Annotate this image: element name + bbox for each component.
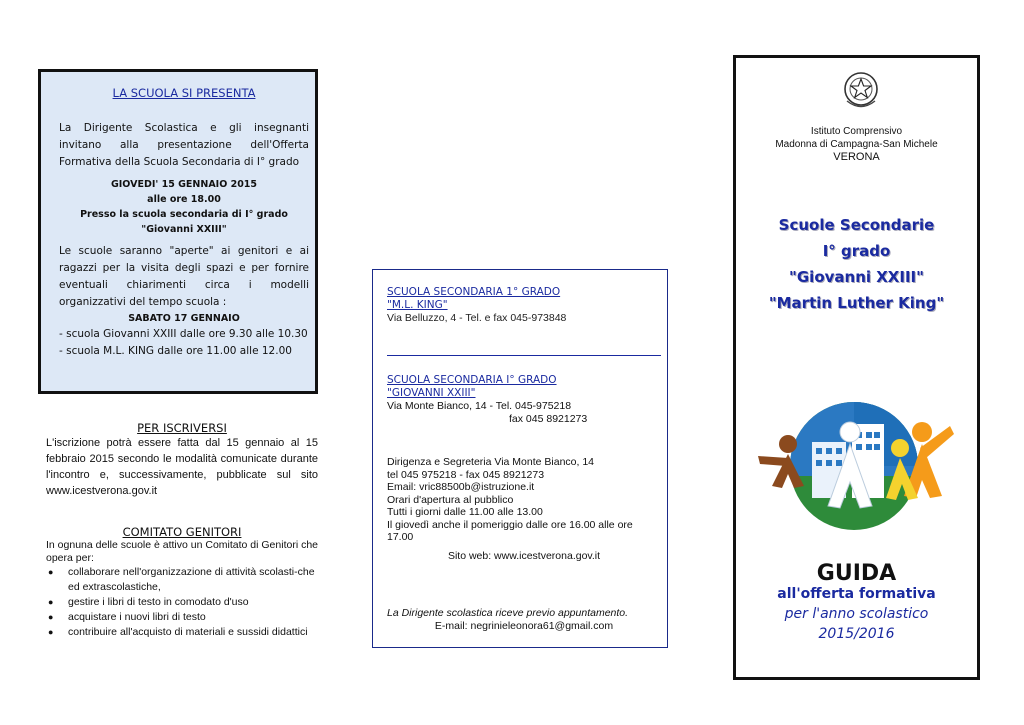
bullet-icon: ● [48,627,54,637]
guide-subtitle-1: all'offerta formativa [777,586,936,602]
email-link[interactable]: E-mail: negrinieleonora61@gmail.com [434,619,614,632]
enroll-text: L'iscrizione potrà essere fatta dal 15 gennaio al 15 febbraio 2015 secondo le modalità comunicate durante l'incontro e, successivamente, pubblicate sul sito www.icestverona.gov.it [46,437,318,497]
institute-location: Madonna di Campagna-San Michele [775,138,938,150]
list-item: ● acquistare i nuovi libri di testo [48,611,206,623]
office-line: Il giovedì anche il pomeriggio dalle ore 16.00 alle ore 17.00 [387,518,633,543]
guide-title: GUIDA [816,561,897,586]
school1-name: SCUOLA SECONDARIA 1° GRADO [387,286,561,298]
office-line: Dirigenza e Segreteria Via Monte Bianco, 14 [387,456,595,468]
event-time: alle ore 18.00 [147,194,221,205]
presentation-title: LA SCUOLA SI PRESENTA [112,86,256,100]
list-item: ● contribuire all'acquisto di materiali e sussidi didattici [48,626,308,638]
bullet-icon: ● [48,567,54,577]
institute-name: Istituto Comprensivo [810,126,903,137]
open-days-text: Le scuole saranno "aperte" ai genitori e ai ragazzi per la visita degli spazi e per fornire eventuali chiarimenti circa i modelli organizzativi del tempo scuola : [59,245,309,308]
school2-sub: "GIOVANNI XXIII" [387,387,476,399]
list-item: ● collaborare nell'organizzazione di attività scolasti-che ed extrascolastiche, [48,566,315,593]
presentation-intro: La Dirigente Scolastica e gli insegnanti invitano alla presentazione dell'Offerta Formativa della Scuola Secondaria di I° grado [59,122,309,168]
cover-title [736,212,977,316]
guide-subtitle-2: per l'anno scolastico [784,606,929,622]
contacts-box [372,269,668,648]
event-place: Presso la scuola secondaria di I° grado [80,209,288,220]
title-line: I° grado [822,242,891,260]
website-link[interactable]: Sito web: www.icestverona.gov.it [447,549,601,562]
school2-fax: fax 045 8921273 [509,412,588,425]
italian-republic-emblem-icon [841,68,881,114]
school1-address: Via Belluzzo, 4 - Tel. e fax 045-973848 [387,312,567,324]
parents-intro: In ognuna delle scuole è attivo un Comitato di Genitori che opera per: [46,539,319,564]
title-line: "Martin Luther King" [768,294,945,312]
office-line: Orari d'apertura al pubblico [387,493,514,506]
guide-year: 2015/2016 [818,626,895,642]
school1-sub: "M.L. KING" [387,299,448,311]
title-line: "Giovanni XXIII" [789,268,924,286]
event-date: GIOVEDI' 15 GENNAIO 2015 [110,179,258,190]
enroll-heading: PER ISCRIVERSI [137,421,227,435]
event-school: "Giovanni XXIII" [141,224,227,235]
title-line: Scuole Secondarie [778,216,935,234]
parents-list [46,565,318,640]
school-children-logo-icon [750,386,954,556]
open-days-date: SABATO 17 GENNAIO [128,313,240,324]
list-item: ● gestire i libri di testo in comodato d'uso [48,596,249,608]
school2-name: SCUOLA SECONDARIA I° GRADO [387,374,557,386]
office-line: tel 045 975218 - fax 045 8921273 [387,468,545,481]
enroll-section [46,421,318,499]
presentation-box [38,69,318,394]
bullet-icon: ● [48,612,54,622]
appointment-note: La Dirigente scolastica riceve previo appuntamento. [387,607,629,619]
institute-city: VERONA [833,151,880,163]
school2-address: Via Monte Bianco, 14 - Tel. 045-975218 [387,400,572,412]
parents-heading: COMITATO GENITORI [122,525,242,539]
bullet-icon: ● [48,597,54,607]
parents-section [46,525,318,640]
office-line: Tutti i giorni dalle 11.00 alle 13.00 [387,506,543,518]
divider [387,355,661,356]
open-days-line-2: - scuola M.L. KING dalle ore 11.00 alle 12.00 [59,345,292,357]
office-line: Email: vric88500b@istruzione.it [387,481,535,493]
cover-panel [733,55,980,680]
open-days-line-1: - scuola Giovanni XXIII dalle ore 9.30 alle 10.30 [59,328,308,340]
